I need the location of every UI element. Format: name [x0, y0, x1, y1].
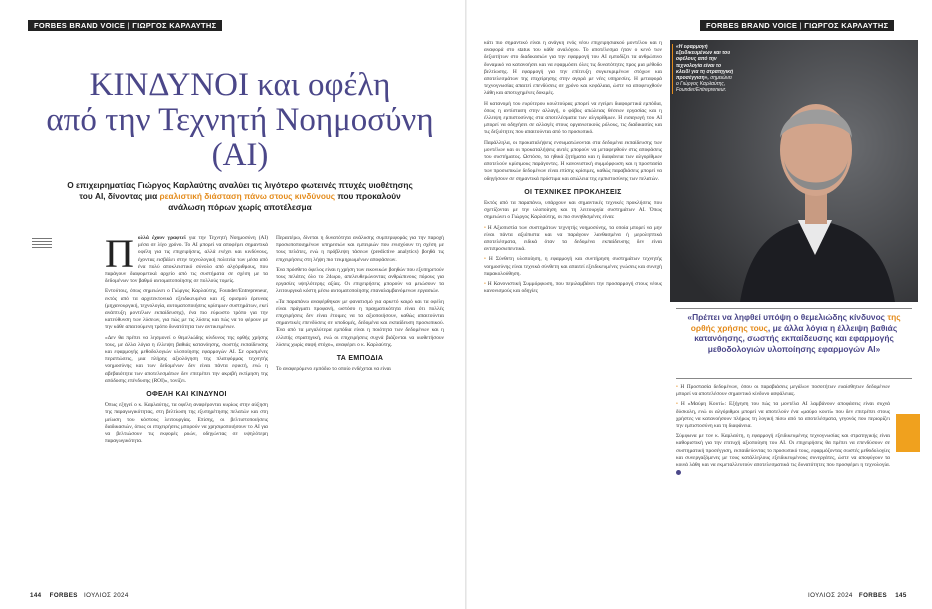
pull-quote-part-2: , με άλλα λόγια η έλλειψη βαθιάς κατανόησης, σωστής εκπαίδευσης και εφαρμογής μεθοδολογιών υλοποίησης εφαρμογών AI»: [694, 322, 898, 354]
bullet-item: [484, 256, 662, 278]
photo-caption: [672, 44, 734, 94]
hatch-ornament: [32, 238, 52, 248]
bullet-item: [484, 225, 662, 254]
header-separator: |: [127, 21, 130, 30]
title-line-2: από την Τεχνητή Νοημοσύνη (AI): [46, 102, 434, 173]
paragraph: [105, 235, 268, 285]
pull-quote: [676, 312, 912, 354]
paragraph-text: Σύμφωνα με τον κ. Καρλαύτη, η εφαρμογή εξειδικευμένης τεχνογνωσίας και στρατηγικής είναι καθοριστική για την επιτυχή αξιοποίηση του AI. Οι επιχειρήσεις θα πρέπει να επενδύσουν σε συστηματική προσέγγιση, εκπαιδεύοντας το προσωπικό τους, εφαρμόζοντας σωστές μεθοδολογίες και συνεργαζόμενες με τους κατάλληλους εξειδικευμένους συνεργάτες, ώστε να αποφύγουν τα κοινά λάθη και να εκμεταλλευτούν αποτελεσματικά τις δυνατότητες που προσφέρει η τεχνολογία.: [676, 433, 890, 469]
footer-brand: FORBES: [858, 592, 888, 599]
footer-date: ΙΟΥΛΙΟΣ 2024: [808, 592, 853, 599]
bullet-text: Η Προστασία δεδομένων, όπου οι παραβιάσεις μεγάλων ποσοτήτων ευαίσθητων δεδομένων μπορεί να αποτελέσουν σημαντικό κίνδυνο ασφάλειας.: [676, 384, 890, 398]
paragraph: «Τα παραπάνω αναφέρθηκαν με φανατισμό για αρκετό καιρό και τα οφέλη είναι πράγματι προφανή, ωστόσο η πραγματικότητα είναι ότι πολλές επιχειρήσεις δεν είναι έτοιμες να τα αξιοποιήσουν, καθώς απαιτούνται σημαντικές επενδύσεις σε υποδομές, δεδομένα και εκπαίδευση προσωπικού. Ένα από τα μεγαλύτερα εμπόδια είναι η ποιότητα των δεδομένων και η ελλιπής στρατηγική, ενώ οι επιχειρήσεις συχνά βιάζονται να υιοθετήσουν λύσεις χωρίς σαφή στόχο», αναφέρει ο κ. Καρλαύτης.: [276, 298, 444, 348]
page-number: 145: [895, 592, 907, 599]
section-heading: ΟΙ ΤΕΧΝΙΚΕΣ ΠΡΟΚΛΗΣΕΙΣ: [524, 188, 622, 196]
brand-label: FORBES BRAND VOICE: [706, 21, 798, 30]
pull-quote-highlight: της ορθής χρήσης τους: [690, 312, 901, 333]
paragraph: Παράλληλα, οι προκαταλήψεις ενσωματώνονται στα δεδομένα εκπαίδευσης των μοντέλων και οι προκαταλήψεις αυτές μπορούν να μεταφερθούν στις αποφάσεις του συστήματος. Ωστόσο, τα ηθικά ζητήματα και η διαφάνεια των αλγορίθμων αποτελούν κρίσιμους παράγοντες. Η κανονιστική συμμόρφωση και η προστασία των προσωπικών δεδομένων είναι επίσης κρίσιμες, καθώς παραβιάσεις μπορεί να οδηγήσουν σε σημαντικά πρόστιμα και απώλεια της εμπιστοσύνης των πελατών.: [484, 139, 662, 182]
article-title: [30, 68, 450, 173]
bullet-text: Η Κανονιστική Συμμόρφωση, που περιλαμβάνει την προσαρμογή στους νέους κανονισμούς και οδηγίες: [484, 281, 662, 295]
header-left: [28, 20, 222, 31]
header-right: [700, 20, 894, 31]
paragraph: «Δεν θα πρέπει να λησμονεί ο θεμελιώδης κίνδυνος της ορθής χρήσης τους, με άλλα λόγια η έλλειψη βαθιάς κατανόησης, σωστής εκπαίδευσης και εφαρμογής μεθοδολογιών υλοποίησης εφαρμογών AI. Σε ορισμένες περιπτώσεις, μια πλήρης αξιολόγηση της πλατφόρμας τεχνητής νοημοσύνης και των δεδομένων δεν είναι πάντα εφικτή, ενώ η αβεβαιότητα των αποτελεσμάτων δεν επιτρέπει την ακριβή εκτίμηση της απόδοσης επένδυσης (ROI)», τονίζει.: [105, 334, 268, 384]
paragraph: Ένα πρόσθετο όφελος είναι η χρήση των εικονικών βοηθών που εξυπηρετούν τους πελάτες όλο το 24ωρο, απελευθερώνοντας ανθρώπινους πόρους για εργασίες υψηλότερης αξίας. Οι επιχειρήσεις μπορούν να μειώσουν τα λειτουργικά κόστη μέσω αυτοματοποίησης επαναλαμβανόμενων εργασιών.: [276, 266, 444, 295]
page-spine: [465, 0, 467, 609]
column-3: [484, 40, 662, 590]
column-2: [276, 235, 444, 589]
paragraph: Περαιτέρω, δίνεται η δυνατότητα ανάλυσης συμπεριφοράς για την παροχή προσωποποιημένων υπηρεσιών και εμπειριών που ενισχύουν τη σχέση με τους πελάτες, ενώ η πρόβλεψη τάσεων (predictive analytics) βοηθά τις επιχειρήσεις στη λήψη πιο τεκμηριωμένων αποφάσεων.: [276, 235, 444, 263]
bullet-text: Η Αξιοπιστία των συστημάτων τεχνητής νοημοσύνης, τα οποία μπορεί να μην είναι πάντα αξιόπιστα και να παράγουν λανθασμένα ή μεροληπτικά αποτελέσματα, ειδικά όταν τα δεδομένα εκπαίδευσης δεν είναι αντιπροσωπευτικά.: [484, 224, 662, 253]
bullet-icon: •: [484, 256, 489, 263]
bullet-item: [676, 384, 890, 398]
title-line-1: ΚΙΝΔΥΝΟΙ και οφέλη: [89, 67, 391, 103]
column-1: [105, 235, 268, 589]
subtitle-highlight: ρεαλιστική διάσταση πάνω στους κινδύνους: [159, 191, 336, 201]
footer-left: [30, 592, 129, 599]
caption-attribution: σημειώνει ο Γιώργος Καρλαύτης, Founder/Entrepreneur.: [676, 75, 732, 94]
bullet-icon: •: [484, 224, 488, 231]
end-mark-icon: [676, 470, 681, 475]
paragraph-text: για την Τεχνητή Νοημοσύνη (AI) μέσα σε λίγο χρόνο. Το AI μπορεί να αποφέρει σημαντικά οφέλη για τις επιχειρήσεις, αλλά ενέχει και κινδύνους, έχοντας εισβάλει στην τεχνολογική πολιτεία των μέσα από ένα πολύ αποκλειστικό σύνολο από αλγόριθμους, που παράγουν διαφορετικά αρχείο από τις συστήματα σε σχέση με τα δεδομένων τον βαθμό αυτοματοποίησης σε πολλούς τομείς.: [105, 235, 268, 285]
pull-quote-rule-top: [676, 308, 912, 309]
footer-date: ΙΟΥΛΙΟΣ 2024: [83, 592, 129, 599]
footer-right: [808, 592, 907, 599]
caption-quote: «Η εφαρμογή εξειδικευμένων και του οφέλους από την τεχνολογία είναι το κλειδί για τη στρατηγική προσέγγιση»,: [676, 44, 734, 82]
subtitle-part-1: Ο επιχειρηματίας Γιώργος Καρλαύτης αναλύει τις λιγότερο φωτεινές πτυχές υιοθέτησης του AI, δίνοντας μια: [67, 180, 413, 201]
paragraph: [676, 433, 890, 476]
header-separator: |: [799, 21, 802, 30]
brand-label: FORBES BRAND VOICE: [34, 21, 126, 30]
drop-cap: Π: [105, 235, 134, 276]
page-number: 144: [30, 592, 42, 599]
orange-accent-block: [896, 414, 920, 452]
paragraph: Το αναφερόμενο εμπόδιο το οποίο ενδέχεται να είναι: [276, 366, 391, 373]
section-heading: ΤΑ ΕΜΠΟΔΙΑ: [336, 355, 384, 363]
paragraph: Εντούτοις, όπως σημειώνει ο Γιώργος Καρλαύτης, Founder/Entrepreneur, εκτός από τα αρχιτεκτονικά εξειδικευμένα και εξ ορισμού έρευνας (μηχανουργική, τεχνολογία, αυτοματοποιήσεις κρίσιμων συστημάτων, εκεί ανάπτυξη μοντέλων εκπαίδευσης), ένα πιο εύρωστο τρόπο για την κατεύθυνση των λύσεων, για πώς με τις λύσεις και πώς να το φέρουν με την κάθε απαιτούμενη τρόπο δυνατότητα των αντικειμένων.: [105, 288, 268, 331]
bullet-item: [484, 281, 662, 295]
subtitle: [60, 180, 420, 213]
bullet-icon: •: [484, 281, 488, 288]
lead-bold: ολλά έχουν γραφτεί: [137, 235, 186, 241]
footer-brand: FORBES: [49, 592, 78, 599]
bullet-icon: •: [676, 401, 681, 408]
pull-quote-part-1: «Πρέπει να ληφθεί υπόψη ο θεμελιώδης κίνδυνος: [687, 312, 888, 322]
paragraph: Όπως εξηγεί ο κ. Καρλαύτης, τα οφέλη αναφέρονται κυρίως στην αύξηση της παραγωγικότητας, στη βελτίωση της εξυπηρέτησης πελατών και στη μείωση του κόστους λειτουργίας. Επίσης, οι βελτιστοποιήσεις διαδικασιών, όπως οι επιχειρήσεις μπορούν να χρησιμοποιήσουν το AI για να βελτιώσουν τις εκφορές ροών, οδηγώντας σε υψηλότερη παραγωγικότητα.: [105, 402, 268, 445]
bullet-item: [676, 401, 890, 430]
section-heading: ΟΦΕΛΗ ΚΑΙ ΚΙΝΔΥΝΟΙ: [146, 391, 227, 399]
bullet-text: Η «Μαύρη Κουτί»: Εξήγηση του πώς τα μοντέλα AI λαμβάνουν αποφάσεις είναι συχνά δύσκολη, ενώ οι αλγόριθμοι μπορεί να αποτελούν ένα «μαύρο κουτί» που δεν επιτρέπει στους χρήστες να κατανοήσουν πλήρως τη λογική πίσω από τα αποτελέσματα, γεγονός που περιορίζει την εμπιστοσύνη και τη διαφάνεια.: [676, 401, 890, 430]
subtitle-part-2: που προκαλούν ανάλωση πόρων χωρίς αποτέλεσμα: [168, 191, 401, 212]
bullet-icon: •: [676, 384, 681, 390]
pull-quote-rule-bottom: [676, 378, 912, 379]
column-4: [676, 384, 890, 584]
paragraph: κάτι πιο σημαντικό είναι η ανάγκη ενός νέου επιχειρησιακού μοντέλου και η αναφορά στο status του κάθε αναλόγου. Το αποτέλεσμα ήταν ο κενό των δεξιοτήτων στο διαδικασιών για την εφαρμογή του AI εμποδίζει τα ανθρώπινο δυναμικό να κατανοήσει και να εφαρμόσει όλες τις δυνατότητες προς μια μέθοδο βελτίωσης. Η εφαρμογή για την επίτευξη συγκεκριμένων στόχων και αποτελεσμάτων της επιχείρησης στην αγορά με νέες υπηρεσίες. Η μεταφορά τεχνογνωσίας απαιτεί επενδύσεις σε χρόνο και κεφάλαια, ώστε να αποφευχθούν λάθη και αποτυχημένες δοκιμές.: [484, 40, 662, 97]
header-author: ΓΙΩΡΓΟΣ ΚΑΡΛΑΥΤΗΣ: [132, 21, 217, 30]
header-author: ΓΙΩΡΓΟΣ ΚΑΡΛΑΥΤΗΣ: [804, 21, 889, 30]
paragraph: Εκτός από τα παραπάνω, υπάρχουν και σημαντικές τεχνικές προκλήσεις που σχετίζονται με την υλοποίηση και τη λειτουργία συστημάτων AI. Όπως σημειώνει ο Γιώργος Καρλαύτης, οι πιο συνηθισμένες είναι:: [484, 200, 662, 221]
bullet-text: Η Σύνθετη υλοποίηση, η εφαρμογή και συντήρηση συστημάτων τεχνητής νοημοσύνης είναι τεχνικά σύνθετη και απαιτεί εξειδικευμένες γνώσεις και συνεχή παρακολούθηση.: [484, 256, 662, 277]
paragraph: Η κατανομή του ευρύτερου κουλτούρας μπορεί να εγείρει διαφορετικά εμπόδια, όπως η αντίσταση στην αλλαγή, ο φόβος απώλειας θέσεων εργασίας και η έλλειψη εμπιστοσύνης στα αποτελέσματα των αλγορίθμων. Η εισαγωγή του AI μπορεί να οδηγήσει σε αλλαγές στους οργανωτικούς ρόλους, τις διαδικασίες και τις δεξιότητες που απαιτούνται από το προσωπικό.: [484, 100, 662, 136]
